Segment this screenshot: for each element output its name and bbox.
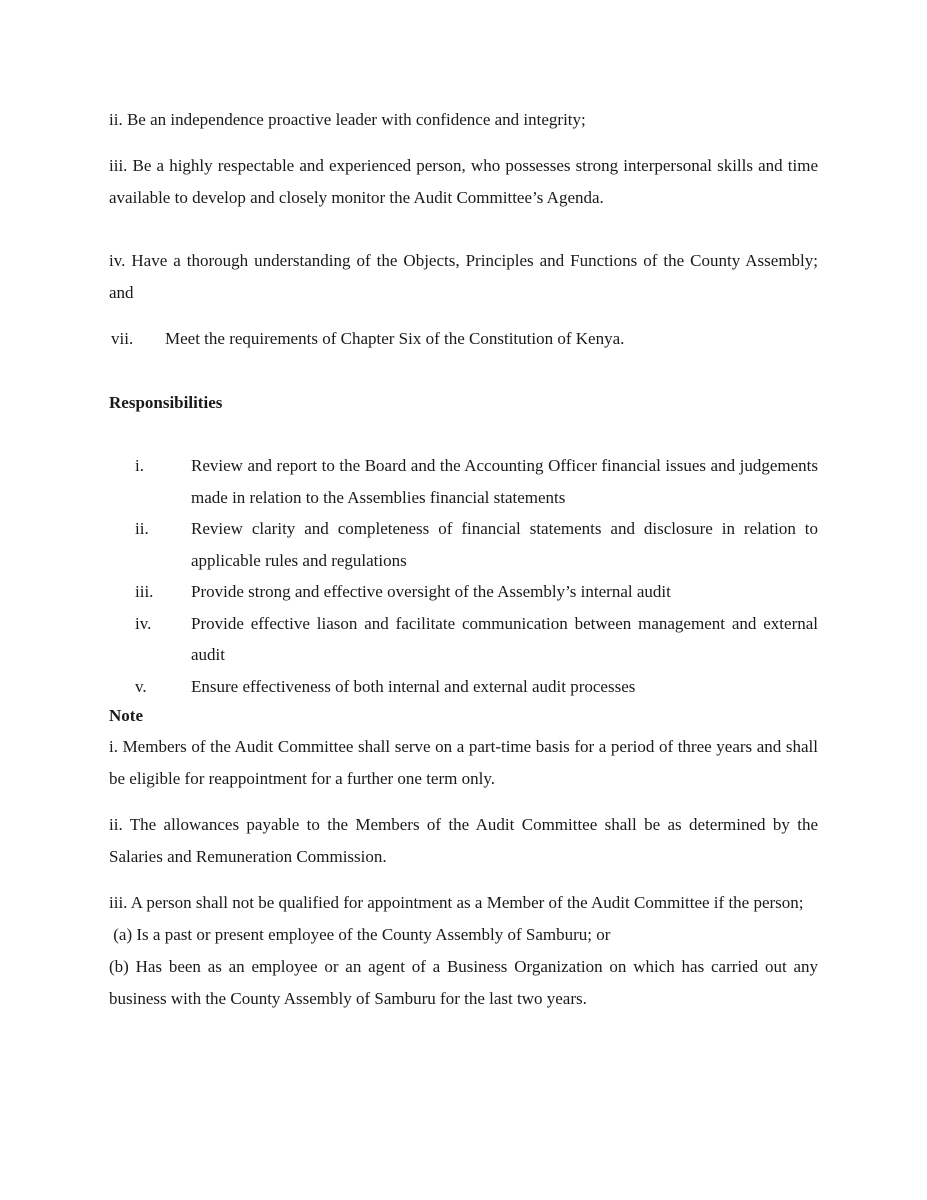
responsibility-number: ii. [135,519,149,538]
qualification-iv: iv. Have a thorough understanding of the Objects, Principles and Functions of the County Assembly; and [109,251,818,302]
qualification-vii [109,323,818,355]
responsibility-item [109,671,818,703]
responsibility-text: Provide strong and effective oversight of the Assembly’s internal audit [191,582,671,601]
qualification-vii-number: vii. [111,329,134,348]
responsibility-text: Review and report to the Board and the Accounting Officer financial issues and judgements made in relation to the Assemblies financial statements [191,456,818,507]
note-i: i. Members of the Audit Committee shall serve on a part-time basis for a period of three years and shall be eligible for reappointment for a further one term only. [109,737,818,788]
responsibility-text: Ensure effectiveness of both internal and external audit processes [191,676,636,696]
note-iii-a: (a) Is a past or present employee of the County Assembly of Samburu; or [109,925,611,944]
responsibility-item [109,513,818,576]
qualification-ii: ii. Be an independence proactive leader with confidence and integrity; [109,110,586,129]
note-iii-group [109,887,818,1015]
responsibility-text: Provide effective liason and facilitate communication between management and external audit [191,613,818,664]
responsibility-number: iv. [135,613,152,633]
note-heading: Note [109,706,143,725]
responsibilities-list [109,450,818,702]
note-ii: ii. The allowances payable to the Members of the Audit Committee shall be as determined by the Salaries and Remuneration Commission. [109,815,818,866]
responsibility-item [109,450,818,513]
responsibility-item [109,608,818,671]
responsibility-number: iii. [135,582,154,601]
responsibility-number: i. [135,456,144,475]
responsibility-item [109,576,818,608]
qualification-iii: iii. Be a highly respectable and experienced person, who possesses strong interpersonal skills and time available to develop and closely monitor the Audit Committee’s Agenda. [109,156,818,207]
responsibility-number: v. [135,676,147,696]
responsibilities-heading: Responsibilities [109,393,223,412]
responsibility-text: Review clarity and completeness of financial statements and disclosure in relation to applicable rules and regulations [191,519,818,570]
note-iii-b: (b) Has been as an employee or an agent of a Business Organization on which has carried out any business with the County Assembly of Samburu for the last two years. [109,957,818,1008]
note-iii: iii. A person shall not be qualified for appointment as a Member of the Audit Committee if the person; [109,893,804,912]
qualification-vii-text: Meet the requirements of Chapter Six of the Constitution of Kenya. [165,329,625,348]
